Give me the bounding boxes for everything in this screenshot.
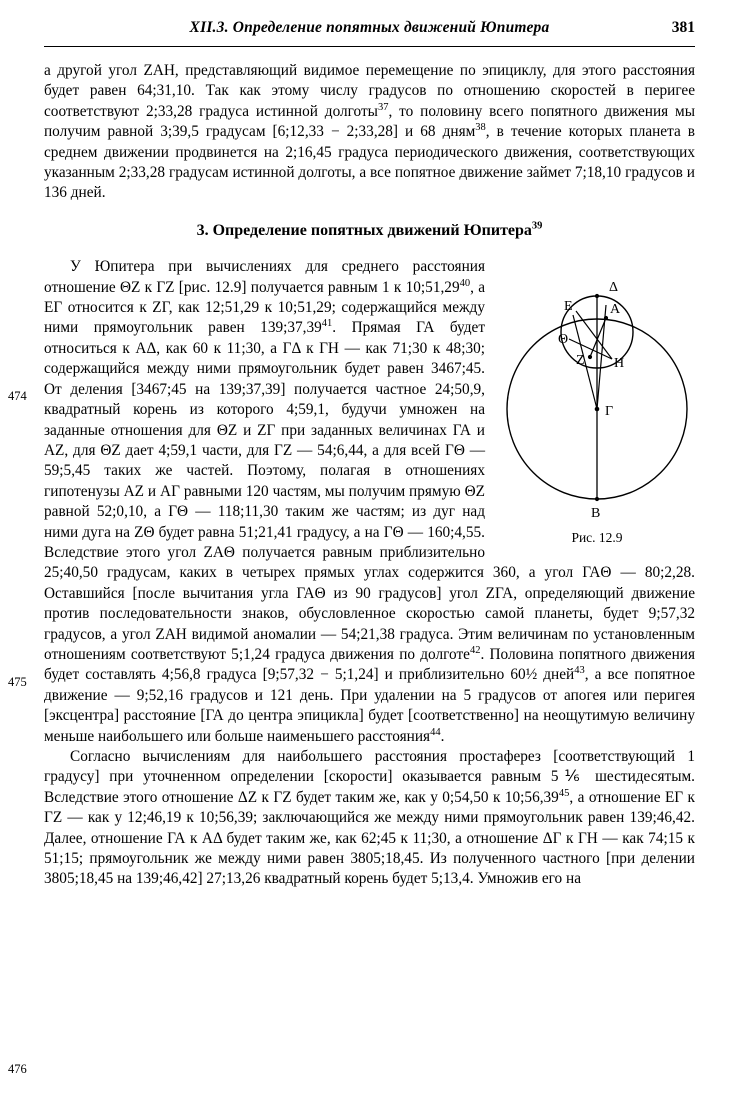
- paragraph-3: [44, 747, 695, 890]
- margin-number-475: 475: [8, 675, 27, 689]
- page-body: [44, 61, 695, 890]
- figure-caption: Рис. 12.9: [571, 530, 623, 546]
- footnote-ref-42: 42: [469, 644, 481, 656]
- paragraph-1-text-c: , в течение которых планета в среднем движении продвинется на 2;16,45 градуса периодического движения, соответствующих указанным 2;33,28 градусам истинной долготы, а все попятное движение займет 7;18,10 градусов и 136 дней.: [44, 123, 696, 202]
- paragraph-2-text-e: , а все попятное движение — 9;52,16 градусов и 121 день. При удалении на 5 градусов от апогея или перигея [эксцентра] расстояние [ГА до центра эпицикла] будет [соответственно] на неощутимую величину меньше наибольшего или больше наименьшего расстояния: [44, 666, 695, 745]
- paragraph-3-text-a: Согласно вычислениям для наибольшего расстояния простаферез [соответствующий 1 градусу] при уточненном определении [скорости] оказывается равным 5⅙ шестидесятым. Вследствие этого отношение ΔZ к ГZ будет таким же, как у 0;54,50 к 10;56,39: [44, 748, 695, 806]
- margin-number-476: 476: [8, 1062, 27, 1076]
- section-heading-text: 3. Определение попятных движений Юпитера: [196, 221, 532, 239]
- figure-12-9: [499, 261, 695, 548]
- footnote-ref-44: 44: [430, 726, 441, 738]
- paragraph-2-text-c: . Прямая ГА будет относиться к АΔ, как 60 к 11;30, а ГΔ к ГН — как 71;30 к 48;30; содержащийся между ними прямоугольник будет равен 3467;45. От деления [3467;45 на 139;37,39] получается частное 24;50,9, квадратный корень из которого 4;59,1, будучи умножен на заданные отношения для ΘZ и ZГ при заданных величинах ГА и AZ, для ΘZ дает 4;59,1 части, для ГZ — 54;6,44, а для всей ГΘ — 59;5,45 таких же частей. Поэтому, полагая в отношениях гипотенузы AZ и AГ равными 120 частям, мы получим прямую ΘZ равной 52;0,10, а ГΘ — 118;11,30 таким же частям; из дуг над ними дуга на ZΘ будет равна 51;21,41 градусу, а на ГΘ — 160;4,55. Вследствие этого угол ZAΘ получается равным приблизительно 25;40,50 градусам, каких в четырех прямых углах содержится 360, а угол ГАΘ — 80;2,28. Оставшийся [после вычитания угла ГАΘ из 90 градусов] угол ZГА, определяющий движение против последовательности знаков, обусловленное скоростью самой планеты, будет 9;57,32 градусов, а угол ZAH видимой аномалии — 54;21,38 градуса. Этим величинам по установленным отношениям соответствуют 5;1,24 градуса движения по долготе: [44, 319, 695, 663]
- footnote-ref-40: 40: [459, 277, 471, 289]
- footnote-ref-45: 45: [558, 787, 570, 799]
- figure-label-a: А: [610, 302, 621, 318]
- paragraph-2-text-d: . Половина попятного движения будет составлять 4;56,8 градуса [9;57,32 − 5;1,24] и приблизительно 60½ дней: [44, 645, 695, 684]
- figure-label-delta: Δ: [609, 280, 619, 296]
- running-head-title: XII.3. Определение попятных движений Юпитера: [189, 19, 550, 36]
- paragraph-1-text-b: , то половину всего попятного движения мы получим равной 3;39,5 градусам [6;12,33 − 2;33,28] и 68 дням: [44, 102, 695, 141]
- footnote-ref-38: 38: [475, 122, 486, 134]
- figure-label-gamma: Г: [605, 404, 614, 420]
- figure-diagram: [502, 261, 692, 526]
- margin-number-474: 474: [8, 389, 27, 403]
- footnote-ref-39: 39: [531, 220, 543, 232]
- paragraph-2-text-f: .: [440, 727, 445, 745]
- footnote-ref-43: 43: [574, 665, 585, 677]
- paragraph-2-text-b: , а ЕГ относится к ZГ, как 12;51,29 к 10;51,29; содержащийся между ними прямоугольник равен 139;37,39: [44, 278, 485, 337]
- paragraph-3-text-b: , а отношение ЕГ к ГZ — как у 12;46,19 к 10;56,39; заключающийся же между ними прямоугольник равен 139;46,42. Далее, отношение ГА к АΔ будет таким же, как 62;45 к 11;30, а отношение ΔГ к ГН — как 74;15 к 51;15; прямоугольник же между ними равен 3805;18,45. Из полученного частного [при делении 3805;18,45 на 139;46,42] 27;13,26 квадратный корень будет 5;13,4. Умножив его на: [44, 788, 695, 888]
- figure-label-b: В: [591, 506, 601, 522]
- footnote-ref-37: 37: [377, 101, 389, 113]
- page-number: 381: [671, 19, 695, 36]
- paragraph-1: [44, 61, 695, 204]
- paragraph-1-text-a: а другой угол ZAH, представляющий видимое перемещение по эпициклу, для этого расстояния будет равен 64;31,10. Так как этому числу градусов по отношению скоростей в перигее соответствуют 2;33,28 градуса истинной долготы: [44, 62, 695, 120]
- page-header: [44, 16, 695, 47]
- section-heading: [44, 221, 695, 241]
- paragraph-2-text-a: У Юпитера при вычислениях для среднего расстояния отношение ΘZ к ΓZ [рис. 12.9] получается равным 1 к 10;51,29: [44, 258, 485, 296]
- figure-label-z: Z: [576, 353, 585, 369]
- figure-label-theta: Θ: [558, 332, 569, 348]
- footnote-ref-41: 41: [321, 318, 333, 330]
- figure-label-h: Н: [614, 356, 625, 372]
- figure-label-e: Е: [564, 299, 573, 315]
